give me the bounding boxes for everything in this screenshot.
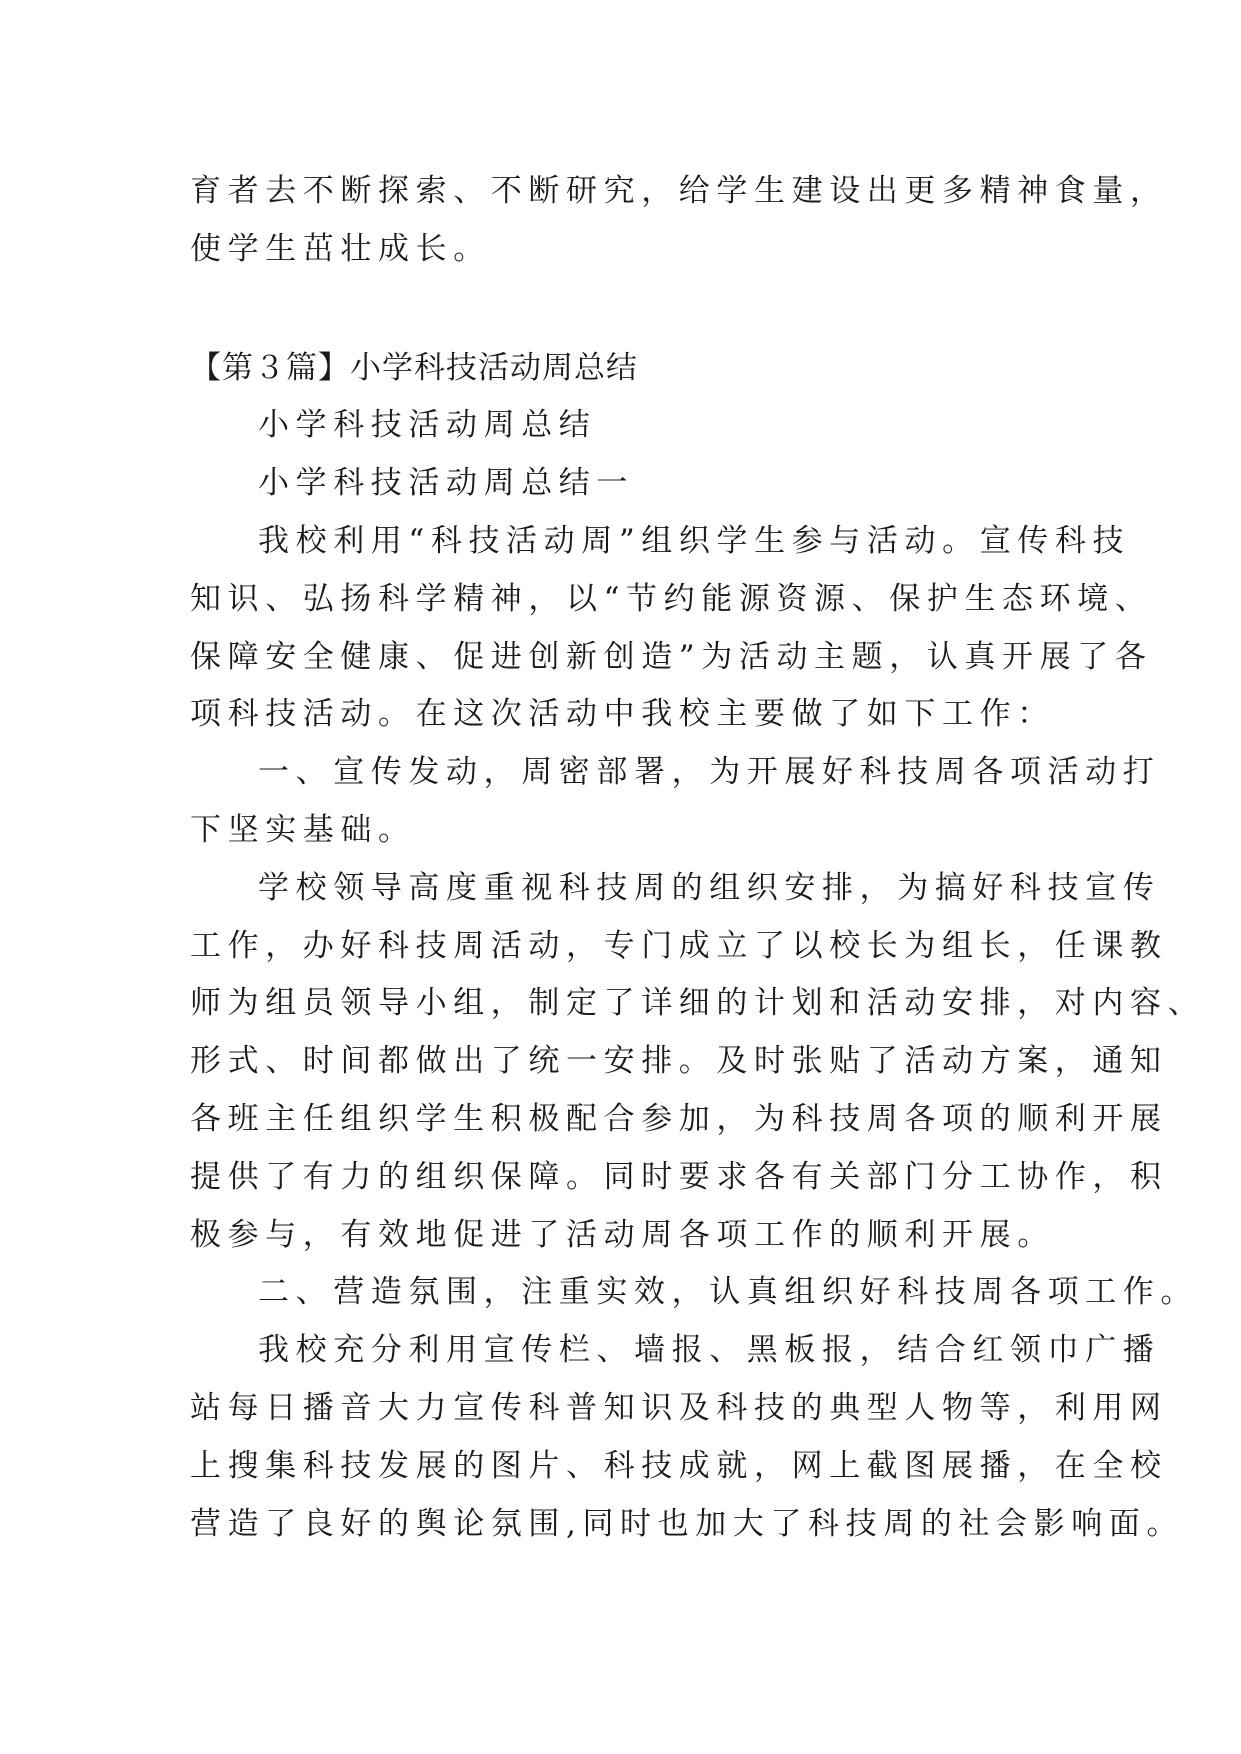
paragraph-line: 各班主任组织学生积极配合参加，为科技周各项的顺利开展 <box>190 1100 1168 1137</box>
paragraph-line: 站每日播音大力宣传科普知识及科技的典型人物等，利用网 <box>190 1389 1168 1426</box>
point-heading-line: 二、营造氛围，注重实效，认真组织好科技周各项工作。 <box>258 1274 1198 1311</box>
paragraph-line: 我校充分利用宣传栏、墙报、黑板报，结合红领巾广播 <box>258 1332 1161 1369</box>
text-line: 育者去不断探索、不断研究，给学生建设出更多精神食量， <box>190 173 1168 209</box>
section-heading: 【第３篇】小学科技活动周总结 <box>190 349 638 386</box>
point-heading-line: 一、宣传发动，周密部署，为开展好科技周各项活动打 <box>258 754 1161 791</box>
paragraph-line: 师为组员领导小组，制定了详细的计划和活动安排，对内容、 <box>190 985 1206 1022</box>
document-subtitle: 小学科技活动周总结一 <box>258 465 634 502</box>
text-line: 使学生茁壮成长。 <box>190 230 491 267</box>
paragraph-line: 知识、弘扬科学精神，以“节约能源资源、保护生态环境、 <box>190 580 1153 617</box>
paragraph-line: 形式、时间都做出了统一安排。及时张贴了活动方案，通知 <box>190 1043 1168 1080</box>
document-title: 小学科技活动周总结 <box>258 407 597 444</box>
paragraph-line: 学校领导高度重视科技周的组织安排，为搞好科技宣传 <box>258 869 1161 906</box>
paragraph-gap <box>190 279 1060 340</box>
paragraph-line: 上搜集科技发展的图片、科技成就，网上截图展播，在全校 <box>190 1447 1168 1484</box>
paragraph-line: 项科技活动。在这次活动中我校主要做了如下工作： <box>190 696 1055 733</box>
paragraph-line: 工作，办好科技周活动，专门成立了以校长为组长，任课教 <box>190 927 1168 964</box>
paragraph-line: 我校利用“科技活动周”组织学生参与活动。宣传科技 <box>258 522 1131 559</box>
paragraph-line: 保障安全健康、促进创新创造”为活动主题，认真开展了各 <box>190 638 1153 675</box>
point-heading-line: 下坚实基础。 <box>190 811 416 848</box>
paragraph-line: 提供了有力的组织保障。同时要求各有关部门分工协作，积 <box>190 1158 1168 1195</box>
document-page <box>190 163 1206 1553</box>
paragraph-line: 极参与，有效地促进了活动周各项工作的顺利开展。 <box>190 1216 1055 1253</box>
paragraph-line: 营造了良好的舆论氛围,同时也加大了科技周的社会影响面。 <box>190 1505 1185 1542</box>
